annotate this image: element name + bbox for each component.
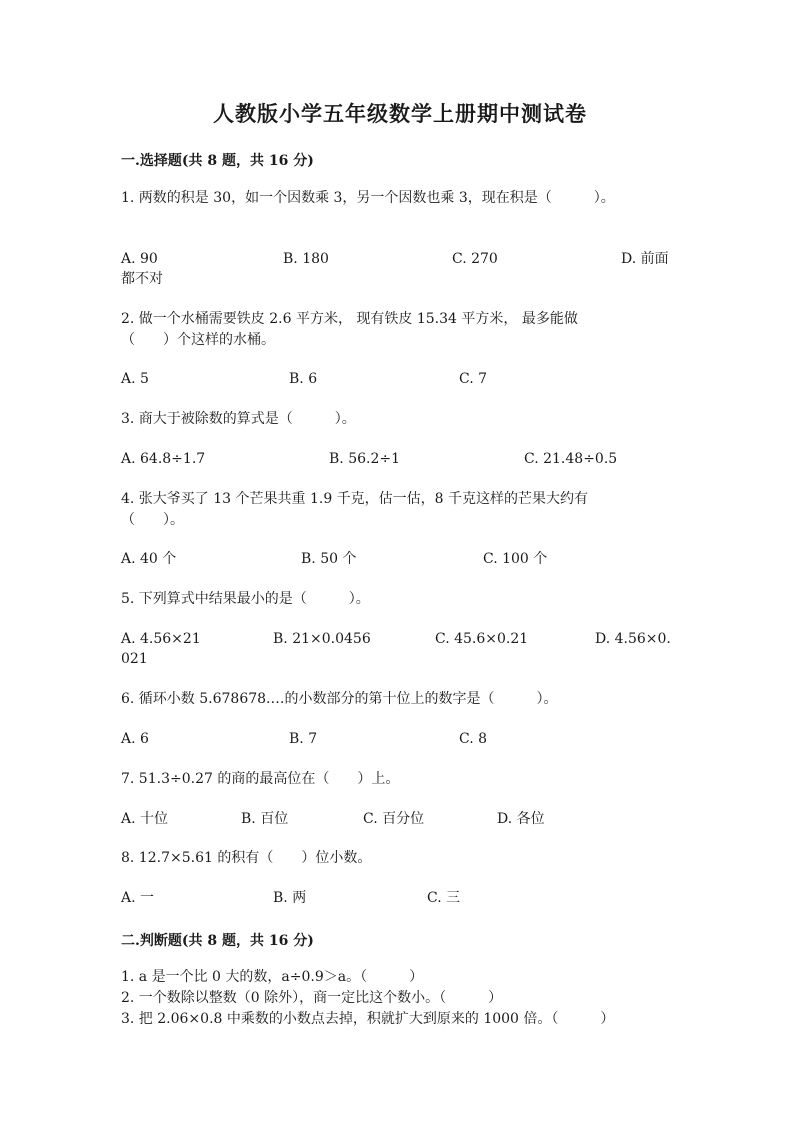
question-8-option-c: C. 三 — [427, 890, 461, 906]
question-8-option-a: A. 一 — [121, 890, 155, 906]
question-8-text: 8. 12.7×5.61 的积有（ ）位小数。 — [121, 850, 372, 866]
section-heading-judgement: 二.判断题(共 8 题，共 16 分) — [121, 933, 314, 949]
question-4-text: 4. 张大爷买了 13 个芒果共重 1.9 千克，估一估，8 千克这样的芒果大约有 — [121, 491, 589, 507]
question-6-text: 6. 循环小数 5.678678.…的小数部分的第十位上的数字是（ ）。 — [121, 691, 558, 707]
question-1-option-b: B. 180 — [283, 251, 329, 267]
section-heading-choice: 一.选择题(共 8 题，共 16 分) — [121, 153, 314, 169]
question-5-option-a: A. 4.56×21 — [121, 631, 201, 647]
question-1-option-d: D. 前面 — [621, 251, 669, 267]
question-2-text-line2: （ ）个这样的水桶。 — [121, 332, 275, 348]
question-2-text: 2. 做一个水桶需要铁皮 2.6 平方米， 现有铁皮 15.34 平方米， 最多能做 — [121, 311, 578, 327]
question-3-text: 3. 商大于被除数的算式是（ ）。 — [121, 411, 356, 427]
question-4-option-a: A. 40 个 — [121, 551, 177, 567]
question-6-option-b: B. 7 — [289, 731, 318, 747]
question-6-option-a: A. 6 — [121, 731, 149, 747]
question-7-option-a: A. 十位 — [121, 811, 169, 827]
question-7-option-d: D. 各位 — [497, 811, 545, 827]
question-3-option-a: A. 64.8÷1.7 — [121, 451, 206, 467]
question-5-option-b: B. 21×0.0456 — [273, 631, 371, 647]
question-6-option-c: C. 8 — [459, 731, 488, 747]
question-2-option-a: A. 5 — [121, 371, 149, 387]
question-7-option-c: C. 百分位 — [363, 811, 425, 827]
question-5-option-c: C. 45.6×0.21 — [435, 631, 529, 647]
question-1-text: 1. 两数的积是 30，如一个因数乘 3，另一个因数也乘 3，现在积是（ ）。 — [121, 190, 615, 206]
question-3-option-b: B. 56.2÷1 — [329, 451, 400, 467]
judgement-item-3: 3. 把 2.06×0.8 中乘数的小数点去掉，积就扩大到原来的 1000 倍。（ ） — [121, 1011, 615, 1027]
question-5-option-d: D. 4.56×0. — [595, 631, 671, 647]
question-4-option-c: C. 100 个 — [483, 551, 548, 567]
question-3-option-c: C. 21.48÷0.5 — [524, 451, 618, 467]
question-8-option-b: B. 两 — [273, 890, 307, 906]
question-7-text: 7. 51.3÷0.27 的商的最高位在（ ）上。 — [121, 771, 400, 787]
judgement-item-2: 2. 一个数除以整数（0 除外），商一定比这个数小。（ ） — [121, 990, 503, 1006]
question-1-option-c: C. 270 — [452, 251, 498, 267]
question-7-option-b: B. 百位 — [241, 811, 289, 827]
question-2-option-c: C. 7 — [459, 371, 488, 387]
question-5-text: 5. 下列算式中结果最小的是（ ）。 — [121, 591, 370, 607]
question-1-option-d-wrap: 都不对 — [121, 271, 163, 287]
question-5-option-d-wrap: 021 — [121, 651, 148, 667]
question-2-option-b: B. 6 — [289, 371, 318, 387]
judgement-item-1: 1. a 是一个比 0 大的数，a÷0.9＞a。（ ） — [121, 969, 424, 985]
page-title: 人教版小学五年级数学上册期中测试卷 — [213, 101, 587, 126]
question-4-text-line2: （ ）。 — [121, 512, 184, 528]
question-4-option-b: B. 50 个 — [301, 551, 357, 567]
question-1-option-a: A. 90 — [121, 251, 158, 267]
